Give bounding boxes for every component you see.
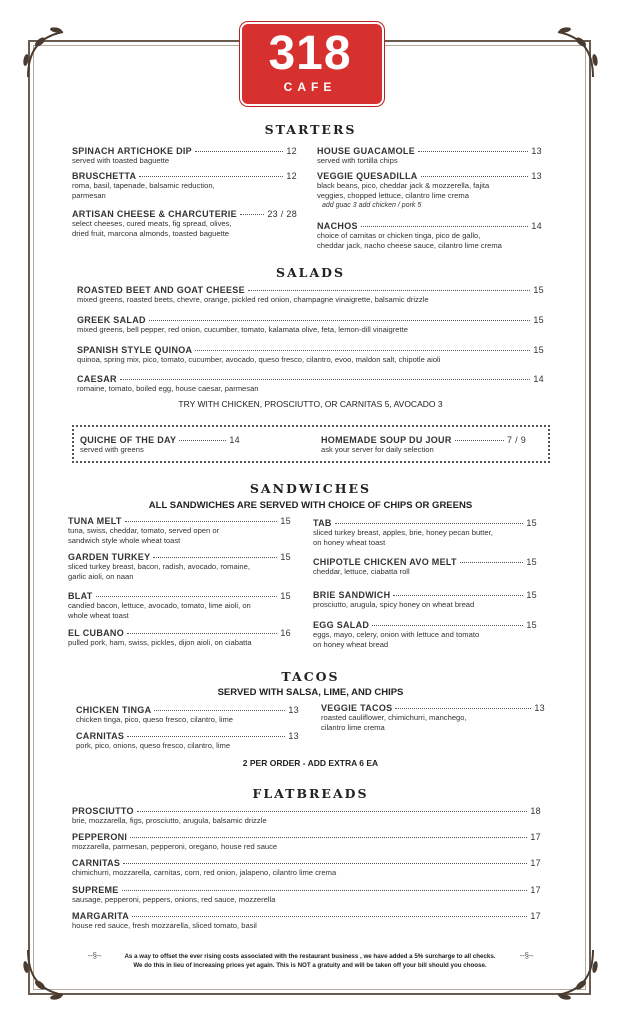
menu-item-row: [321, 703, 545, 713]
menu-item-price: 7 / 9: [506, 435, 526, 445]
menu-item-description: parmesan: [72, 191, 106, 200]
menu-item: [72, 146, 297, 166]
menu-item: [68, 628, 291, 648]
menu-item-row: [76, 705, 299, 715]
menu-item-description: prosciutto, arugula, spicy honey on wheat bread: [313, 600, 475, 609]
menu-item-row: [68, 591, 291, 601]
logo-number: 318: [268, 27, 352, 80]
menu-item-price: 17: [530, 911, 541, 921]
menu-item-name: EL CUBANO: [68, 628, 125, 638]
menu-item-description: tuna, swiss, cheddar, tomato, served open or: [68, 526, 220, 535]
dot-leader: [418, 151, 528, 152]
menu-item-name: EGG SALAD: [313, 620, 370, 630]
menu-item-row: [77, 345, 544, 355]
menu-item-description: cheddar, lettuce, ciabatta roll: [313, 567, 410, 576]
dot-leader: [179, 440, 226, 441]
menu-item-row: [68, 516, 291, 526]
menu-item: [317, 171, 542, 210]
dot-leader: [248, 290, 530, 291]
menu-item: [76, 731, 299, 751]
tacos-served-note: SERVED WITH SALSA, LIME, AND CHIPS: [217, 687, 404, 698]
dot-leader: [421, 176, 529, 177]
dot-leader: [127, 633, 277, 634]
menu-item-row: [72, 209, 297, 219]
menu-item-name: BRUSCHETTA: [72, 171, 137, 181]
menu-item-price: 17: [530, 858, 541, 868]
menu-item: [321, 435, 526, 455]
menu-item-price: 15: [533, 285, 544, 295]
menu-item-description: veggies, chopped lettuce, cilantro lime crema: [317, 191, 469, 200]
menu-item: [72, 885, 541, 905]
dot-leader: [96, 596, 278, 597]
menu-item-row: [77, 374, 544, 384]
menu-item-row: [313, 590, 537, 600]
menu-item-name: MARGARITA: [72, 911, 130, 921]
sandwich-sides-note: ALL SANDWICHES ARE SERVED WITH CHOICE OF CHIPS OR GREENS: [148, 500, 473, 511]
menu-item-price: 14: [229, 435, 240, 445]
menu-item-description: served with tortilla chips: [317, 156, 398, 165]
surcharge-line-2: We do this in lieu of increasing prices yet again. This is NOT a gratuity and will be taken off your bill should you choose.: [133, 962, 487, 969]
menu-item-price: 15: [526, 590, 537, 600]
menu-item: [313, 590, 537, 610]
menu-item: [313, 620, 537, 650]
menu-item-description: pulled pork, ham, swiss, pickles, dijon aioli, on ciabatta: [68, 638, 252, 647]
menu-item-row: [72, 858, 541, 868]
section-title-starters: STARTERS: [264, 122, 357, 137]
dot-leader: [361, 226, 529, 227]
menu-item-row: [317, 171, 542, 181]
menu-item-price: 15: [526, 518, 537, 528]
tacos-extra-note: 2 PER ORDER - ADD EXTRA 6 EA: [242, 758, 379, 768]
menu-item-description: served with toasted baguette: [72, 156, 170, 165]
menu-item-row: [313, 518, 537, 528]
dot-leader: [154, 710, 285, 711]
dot-leader: [153, 557, 277, 558]
section-title-sandwiches: SANDWICHES: [249, 481, 372, 496]
menu-item: [317, 146, 542, 166]
dot-leader: [139, 176, 283, 177]
menu-item-description: chicken tinga, pico, queso fresco, cilantro, lime: [76, 715, 234, 724]
menu-item-description: cheddar jack, nacho cheese sauce, cilantro lime crema: [317, 241, 502, 250]
menu-item-row: [317, 146, 542, 156]
menu-item-price: 15: [526, 620, 537, 630]
menu-item: [68, 516, 291, 546]
menu-item-description: pork, pico, onions, queso fresco, cilantro, lime: [76, 741, 231, 750]
menu-item-description: mixed greens, bell pepper, red onion, cucumber, tomato, kalamata olive, feta, lemon-dill vinaigrette: [77, 325, 408, 334]
menu-item-price: 13: [288, 731, 299, 741]
dot-leader: [122, 890, 528, 891]
surcharge-line-1: As a way to offset the ever rising costs associated with the restaurant business , we have added a 5% surcharge to all checks.: [124, 953, 496, 960]
dot-leader: [393, 595, 523, 596]
footer-ornament-right-icon: –§–: [520, 951, 534, 960]
menu-item-name: GARDEN TURKEY: [68, 552, 151, 562]
menu-item-row: [77, 285, 544, 295]
menu-item-description: sausage, pepperoni, peppers, onions, red sauce, mozzerella: [72, 895, 276, 904]
menu-item-description: cilantro lime crema: [321, 723, 385, 732]
menu-item-price: 12: [286, 146, 297, 156]
menu-item-row: [68, 628, 291, 638]
menu-item-description: romaine, tomato, boiled egg, house caesar, parmesan: [77, 384, 259, 393]
menu-item-description: whole wheat toast: [68, 611, 129, 620]
menu-item-description: house red sauce, fresh mozzarella, sliced tomato, basil: [72, 921, 257, 930]
menu-item-name: GREEK SALAD: [77, 315, 146, 325]
menu-item-name: TUNA MELT: [68, 516, 122, 526]
menu-item-row: [321, 435, 526, 445]
menu-item-description: chimichurri, mozzarella, carnitas, corn, red onion, jalapeno, cilantro lime crema: [72, 868, 337, 877]
menu-item-name: QUICHE OF THE DAY: [80, 435, 177, 445]
menu-item-name: PEPPERONI: [72, 832, 128, 842]
menu-item: [77, 315, 544, 335]
menu-item-price: 15: [526, 557, 537, 567]
menu-item-price: 14: [531, 221, 542, 231]
menu-item-description: black beans, pico, cheddar jack & mozzerella, fajita: [317, 181, 490, 190]
dot-leader: [460, 562, 524, 563]
menu-item: [76, 705, 299, 725]
menu-item-description: mozzarella, parmesan, pepperoni, oregano, house red sauce: [72, 842, 278, 851]
menu-item-description: served with greens: [80, 445, 144, 454]
menu-item-description: mixed greens, roasted beets, chevre, orange, pickled red onion, champagne vinaigrette, balsamic drizzle: [77, 295, 429, 304]
menu-item-name: CHICKEN TINGA: [76, 705, 152, 715]
footer-ornament-left-icon: –§–: [88, 951, 102, 960]
menu-item-name: CAESAR: [77, 374, 117, 384]
menu-item-addon: add guac 3 add chicken / pork 5: [322, 202, 422, 209]
menu-item-description: garlic aioli, on naan: [68, 572, 134, 581]
top-right-flourish-icon: [543, 22, 603, 82]
menu-item: [72, 806, 541, 826]
menu-item-name: CARNITAS: [76, 731, 125, 741]
dot-leader: [195, 350, 530, 351]
menu-item-description: sliced turkey breast, bacon, radish, avocado, romaine,: [68, 562, 250, 571]
menu-item-price: 14: [533, 374, 544, 384]
menu-item-price: 13: [534, 703, 545, 713]
menu-item: [72, 832, 541, 852]
menu-item: [313, 557, 537, 577]
menu-item: [72, 911, 541, 931]
menu-item-name: NACHOS: [317, 221, 358, 231]
menu-item-name: BRIE SANDWICH: [313, 590, 391, 600]
top-left-flourish-icon: [18, 22, 78, 82]
menu-item-description: ask your server for daily selection: [321, 445, 434, 454]
dot-leader: [127, 736, 285, 737]
dot-leader: [195, 151, 283, 152]
menu-item-description: dried fruit, marcona almonds, toasted baguette: [72, 229, 230, 238]
section-title-tacos: TACOS: [281, 669, 340, 684]
menu-item: [77, 374, 544, 394]
bottom-right-flourish-icon: [543, 945, 603, 1005]
menu-item-description: on honey wheat bread: [313, 640, 389, 649]
menu-item-name: ROASTED BEET AND GOAT CHEESE: [77, 285, 245, 295]
menu-item-name: CHIPOTLE CHICKEN AVO MELT: [313, 557, 457, 567]
menu-item-name: BLAT: [68, 591, 93, 601]
menu-item-name: CARNITAS: [72, 858, 121, 868]
bottom-left-flourish-icon: [18, 945, 78, 1005]
menu-item-description: select cheeses, cured meats, fig spread, olives,: [72, 219, 232, 228]
menu-item-price: 15: [280, 552, 291, 562]
menu-item-name: TAB: [313, 518, 332, 528]
menu-item-row: [317, 221, 542, 231]
menu-item-description: on honey wheat toast: [313, 538, 386, 547]
menu-item-description: eggs, mayo, celery, onion with lettuce and tomato: [313, 630, 480, 639]
menu-item-description: sliced turkey breast, apples, brie, honey pecan butter,: [313, 528, 493, 537]
menu-item: [72, 209, 297, 239]
logo-subtitle: CAFE: [283, 80, 337, 94]
dot-leader: [335, 523, 524, 524]
menu-item-price: 17: [530, 885, 541, 895]
dot-leader: [137, 811, 528, 812]
dot-leader: [130, 837, 527, 838]
menu-item-name: VEGGIE TACOS: [321, 703, 393, 713]
dot-leader: [123, 863, 527, 864]
menu-item-name: HOMEMADE SOUP DU JOUR: [321, 435, 452, 445]
menu-item-description: quinoa, spring mix, pico, tomato, cucumber, avocado, queso fresco, cilantro, evoo, maldon salt, chipotle aioli: [77, 355, 441, 364]
menu-item-name: SUPREME: [72, 885, 119, 895]
dot-leader: [125, 521, 278, 522]
menu-item-row: [72, 171, 297, 181]
dot-leader: [455, 440, 504, 441]
dot-leader: [240, 214, 264, 215]
menu-item: [313, 518, 537, 548]
menu-item-row: [72, 911, 541, 921]
dot-leader: [120, 379, 531, 380]
menu-item: [77, 285, 544, 305]
menu-item-name: VEGGIE QUESADILLA: [317, 171, 418, 181]
menu-item-price: 15: [533, 315, 544, 325]
menu-item-price: 17: [530, 832, 541, 842]
menu-item-price: 13: [531, 146, 542, 156]
dot-leader: [372, 625, 523, 626]
menu-item-price: 15: [280, 516, 291, 526]
menu-item: [68, 552, 291, 582]
menu-item-name: SPINACH ARTICHOKE DIP: [72, 146, 192, 156]
cafe-logo: [240, 22, 380, 102]
menu-item-row: [76, 731, 299, 741]
menu-item-row: [72, 885, 541, 895]
dot-leader: [395, 708, 531, 709]
menu-item-name: SPANISH STYLE QUINOA: [77, 345, 193, 355]
menu-item-price: 12: [286, 171, 297, 181]
menu-item-description: roasted cauliflower, chimichurri, manchego,: [321, 713, 467, 722]
menu-item-description: candied bacon, lettuce, avocado, tomato, lime aioli, on: [68, 601, 251, 610]
menu-item-row: [80, 435, 240, 445]
menu-item: [77, 345, 544, 365]
menu-item-row: [72, 832, 541, 842]
menu-item-description: sandwich style whole wheat toast: [68, 536, 181, 545]
surcharge-notice: [100, 952, 520, 970]
menu-item-description: brie, mozzarella, figs, prosciutto, arugula, balsamic drizzle: [72, 816, 267, 825]
menu-item-name: ARTISAN CHEESE & CHARCUTERIE: [72, 209, 237, 219]
menu-item: [80, 435, 240, 455]
menu-item-row: [77, 315, 544, 325]
menu-item-price: 23 / 28: [267, 209, 297, 219]
menu-item-price: 16: [280, 628, 291, 638]
menu-item-price: 13: [288, 705, 299, 715]
menu-item-price: 15: [280, 591, 291, 601]
menu-item: [68, 591, 291, 621]
menu-item-description: choice of carnitas or chicken tinga, pico de gallo,: [317, 231, 481, 240]
dot-leader: [132, 916, 527, 917]
menu-item: [72, 171, 297, 201]
menu-item-row: [72, 806, 541, 816]
menu-item: [72, 858, 541, 878]
menu-item: [317, 221, 542, 251]
menu-item-name: PROSCIUTTO: [72, 806, 134, 816]
salad-addons-note: TRY WITH CHICKEN, PROSCIUTTO, OR CARNITAS 5, AVOCADO 3: [178, 399, 443, 409]
section-title-flatbreads: FLATBREADS: [252, 786, 369, 801]
menu-item-row: [68, 552, 291, 562]
section-title-salads: SALADS: [275, 265, 346, 280]
menu-item: [321, 703, 545, 733]
menu-item-name: HOUSE GUACAMOLE: [317, 146, 416, 156]
menu-item-description: roma, basil, tapenade, balsamic reduction,: [72, 181, 215, 190]
menu-item-price: 13: [531, 171, 542, 181]
menu-item-row: [313, 620, 537, 630]
menu-item-price: 15: [533, 345, 544, 355]
menu-item-price: 18: [530, 806, 541, 816]
menu-item-row: [313, 557, 537, 567]
dot-leader: [149, 320, 531, 321]
menu-item-row: [72, 146, 297, 156]
